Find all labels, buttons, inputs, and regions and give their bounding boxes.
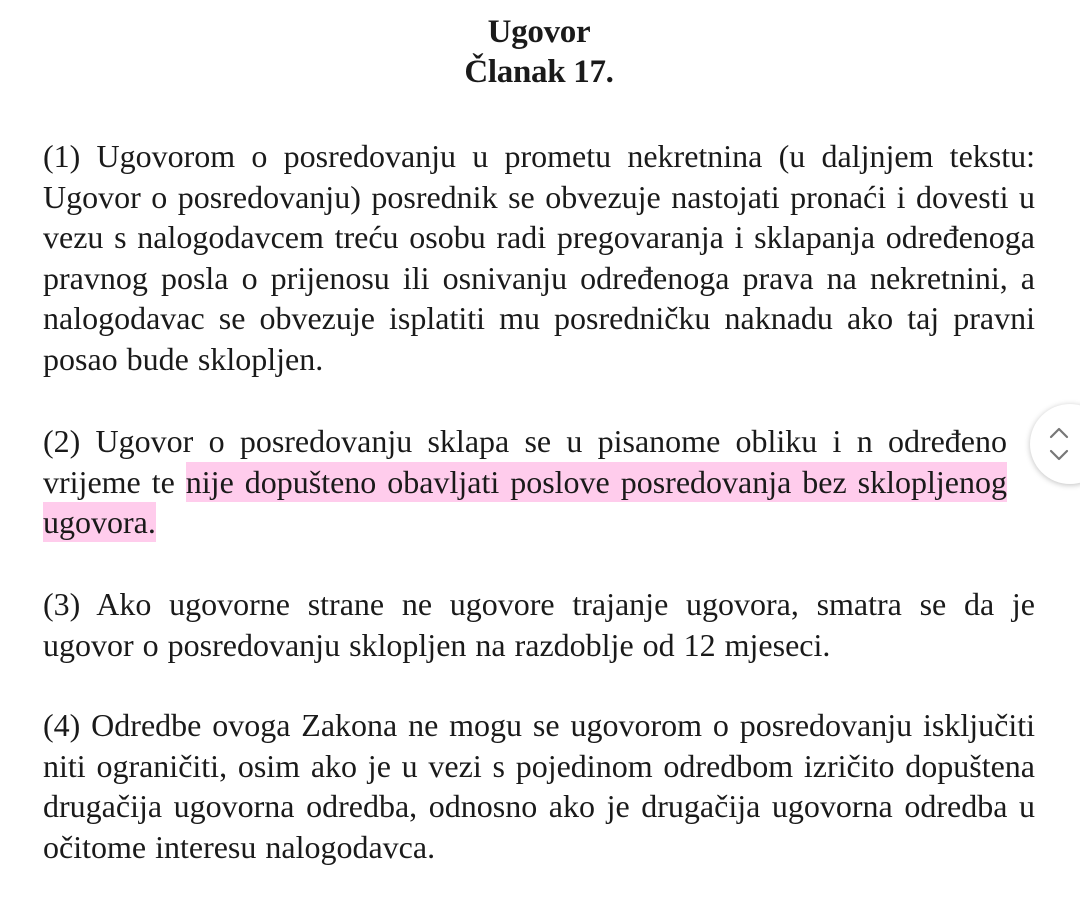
chevron-down-icon[interactable] (1048, 448, 1070, 462)
highlighted-text[interactable]: nije dopušteno obavljati poslove posredovanja bez sklopljenog ugovora. (43, 463, 1008, 540)
chevron-up-icon[interactable] (1048, 426, 1070, 440)
paragraph-3: (3) Ako ugovorne strane ne ugovore trajanje ugovora, smatra se da je ugovor o posredovanju sklopljen na razdoblje od 12 mjeseci. (43, 586, 1035, 663)
document-page (43, 12, 1035, 865)
document-title: Ugovor (487, 14, 591, 50)
paragraph-2 (43, 421, 1035, 543)
paragraph-2-text: (2) Ugovor o posredovanju sklapa se u pisanome obliku i n određeno vrijeme te (43, 423, 1007, 500)
article-heading: Članak 17. (464, 54, 614, 90)
paragraph-4: (4) Odredbe ovoga Zakona ne mogu se ugovorom o posredovanju isključiti niti ograničiti, osim ako je u vezi s pojedinom odredbom izričito dopuštena drugačija ugovorna odredba, odnosno ako je drugačija ugovorna odredba u očitome interesu nalogodavca. (43, 707, 1035, 865)
paragraph-1: (1) Ugovorom o posredovanju u prometu nekretnina (u daljnjem tekstu: Ugovor o posredovanju) posrednik se obvezuje nastojati pronaći i dovesti u vezu s nalogodavcem treću osobu radi pregovaranja i sklapanja određenoga pravnog posla o prijenosu ili osnivanju određenoga prava na nekretnini, a nalogodavac se obvezuje isplatiti mu posredničku naknadu ako taj pravni posao bude sklopljen. (43, 138, 1035, 377)
scroll-navigation-widget[interactable] (1030, 404, 1080, 484)
